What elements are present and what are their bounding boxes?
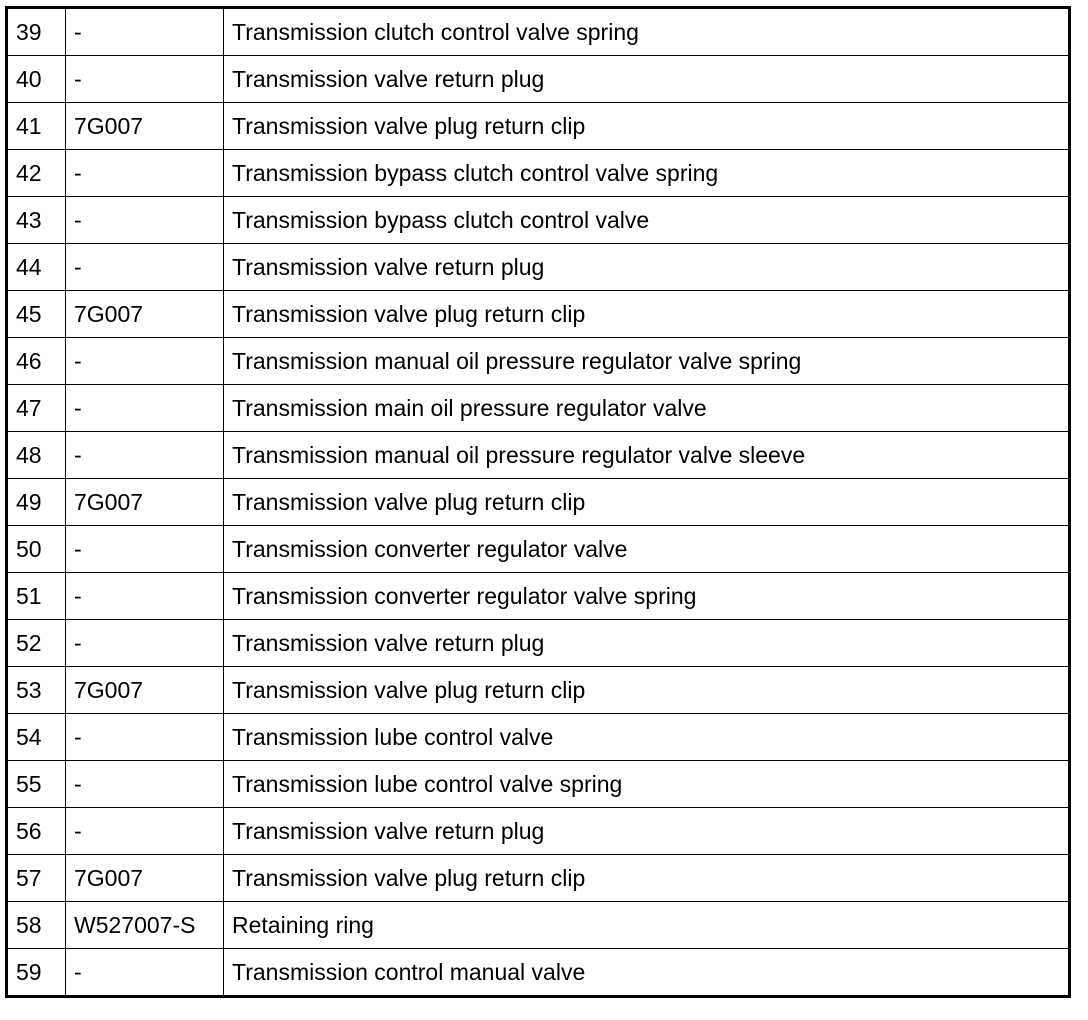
item-number-cell: 57 (7, 855, 66, 902)
part-number-cell: 7G007 (66, 855, 224, 902)
item-number-cell: 59 (7, 949, 66, 997)
item-number-cell: 46 (7, 338, 66, 385)
table-row (7, 432, 1070, 479)
item-number-cell: 43 (7, 197, 66, 244)
item-number-cell: 44 (7, 244, 66, 291)
description-cell: Transmission converter regulator valve spring (224, 573, 1070, 620)
description-cell: Transmission converter regulator valve (224, 526, 1070, 573)
table-row (7, 573, 1070, 620)
part-number-cell: - (66, 620, 224, 667)
part-number-cell: - (66, 150, 224, 197)
description-cell: Transmission valve return plug (224, 808, 1070, 855)
table-row (7, 385, 1070, 432)
table-row (7, 620, 1070, 667)
description-cell: Transmission main oil pressure regulator valve (224, 385, 1070, 432)
parts-table (5, 6, 1071, 998)
item-number-cell: 51 (7, 573, 66, 620)
table-row (7, 714, 1070, 761)
item-number-cell: 56 (7, 808, 66, 855)
table-row (7, 526, 1070, 573)
description-cell: Transmission lube control valve spring (224, 761, 1070, 808)
description-cell: Transmission valve plug return clip (224, 291, 1070, 338)
table-row (7, 103, 1070, 150)
part-number-cell: - (66, 949, 224, 997)
description-cell: Transmission valve return plug (224, 244, 1070, 291)
item-number-cell: 45 (7, 291, 66, 338)
table-row (7, 244, 1070, 291)
item-number-cell: 42 (7, 150, 66, 197)
table-row (7, 56, 1070, 103)
description-cell: Transmission manual oil pressure regulator valve spring (224, 338, 1070, 385)
part-number-cell: W527007-S (66, 902, 224, 949)
description-cell: Transmission lube control valve (224, 714, 1070, 761)
description-cell: Transmission valve return plug (224, 620, 1070, 667)
table-row (7, 338, 1070, 385)
item-number-cell: 40 (7, 56, 66, 103)
table-row (7, 197, 1070, 244)
table-row (7, 667, 1070, 714)
table-row (7, 761, 1070, 808)
part-number-cell: - (66, 526, 224, 573)
table-row (7, 808, 1070, 855)
description-cell: Transmission bypass clutch control valve (224, 197, 1070, 244)
item-number-cell: 53 (7, 667, 66, 714)
item-number-cell: 52 (7, 620, 66, 667)
table-row (7, 8, 1070, 56)
part-number-cell: - (66, 432, 224, 479)
item-number-cell: 47 (7, 385, 66, 432)
item-number-cell: 50 (7, 526, 66, 573)
table-row (7, 150, 1070, 197)
table-row (7, 949, 1070, 997)
description-cell: Transmission clutch control valve spring (224, 8, 1070, 56)
description-cell: Transmission valve plug return clip (224, 479, 1070, 526)
description-cell: Transmission valve return plug (224, 56, 1070, 103)
table-row (7, 479, 1070, 526)
part-number-cell: - (66, 338, 224, 385)
item-number-cell: 49 (7, 479, 66, 526)
parts-table-body (7, 8, 1070, 997)
table-row (7, 291, 1070, 338)
item-number-cell: 41 (7, 103, 66, 150)
part-number-cell: 7G007 (66, 667, 224, 714)
item-number-cell: 39 (7, 8, 66, 56)
part-number-cell: 7G007 (66, 291, 224, 338)
part-number-cell: - (66, 573, 224, 620)
description-cell: Transmission control manual valve (224, 949, 1070, 997)
part-number-cell: - (66, 8, 224, 56)
part-number-cell: - (66, 808, 224, 855)
item-number-cell: 54 (7, 714, 66, 761)
description-cell: Transmission valve plug return clip (224, 855, 1070, 902)
part-number-cell: - (66, 385, 224, 432)
description-cell: Retaining ring (224, 902, 1070, 949)
item-number-cell: 48 (7, 432, 66, 479)
part-number-cell: - (66, 761, 224, 808)
description-cell: Transmission manual oil pressure regulator valve sleeve (224, 432, 1070, 479)
part-number-cell: 7G007 (66, 103, 224, 150)
table-row (7, 855, 1070, 902)
part-number-cell: 7G007 (66, 479, 224, 526)
item-number-cell: 55 (7, 761, 66, 808)
description-cell: Transmission bypass clutch control valve spring (224, 150, 1070, 197)
part-number-cell: - (66, 56, 224, 103)
part-number-cell: - (66, 714, 224, 761)
table-row (7, 902, 1070, 949)
part-number-cell: - (66, 197, 224, 244)
item-number-cell: 58 (7, 902, 66, 949)
description-cell: Transmission valve plug return clip (224, 103, 1070, 150)
description-cell: Transmission valve plug return clip (224, 667, 1070, 714)
part-number-cell: - (66, 244, 224, 291)
